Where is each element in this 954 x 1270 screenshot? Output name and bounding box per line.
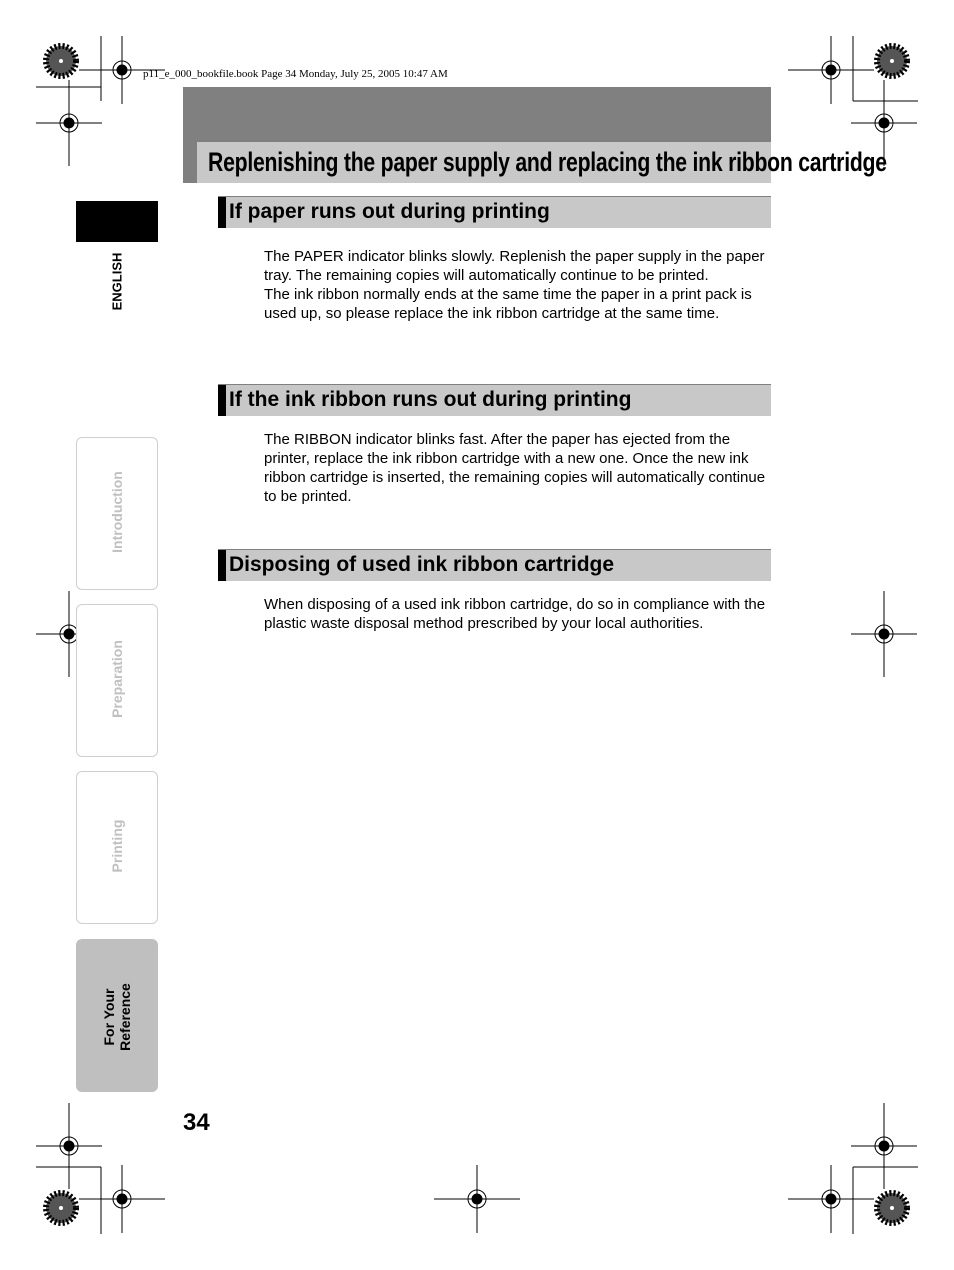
paragraph: The ink ribbon normally ends at the same time the paper in a print pack is used up, so please replace the ink ribbon cartridge at the same time.	[264, 286, 752, 322]
section-heading-text: If paper runs out during printing	[229, 200, 550, 223]
paragraph: The PAPER indicator blinks slowly. Replenish the paper supply in the paper tray. The remaining copies will automatically continue to be printed.	[264, 248, 765, 284]
section-heading-text: If the ink ribbon runs out during printing	[229, 388, 632, 411]
section-heading-disposing	[218, 549, 771, 581]
side-tab-label-line1: For Your	[101, 988, 117, 1046]
side-tab-preparation[interactable]	[76, 604, 158, 757]
side-tab-printing[interactable]	[76, 771, 158, 924]
side-tab-label: Printing	[109, 819, 125, 873]
language-tab	[76, 242, 158, 322]
heading-bar	[218, 197, 226, 228]
paragraph: The RIBBON indicator blinks fast. After the paper has ejected from the printer, replace the ink ribbon cartridge with a new one. Once the new ink ribbon cartridge is inserted, the remaining copies will automatically continue to be printed.	[264, 431, 766, 505]
side-tab-label: Preparation	[109, 640, 125, 718]
section-heading-text: Disposing of used ink ribbon cartridge	[229, 553, 615, 576]
side-tab-label-line2: Reference	[117, 983, 133, 1051]
side-tab-introduction[interactable]	[76, 437, 158, 590]
page-title: Replenishing the paper supply and replacing the ink ribbon cartridge	[208, 147, 887, 177]
title-banner-top	[183, 87, 771, 142]
section-heading-paper-runs-out	[218, 196, 771, 228]
paragraph: When disposing of a used ink ribbon cartridge, do so in compliance with the plastic waste disposal method prescribed by your local authorities.	[264, 596, 766, 632]
heading-bar	[218, 385, 226, 416]
language-tab-label: ENGLISH	[109, 252, 125, 311]
side-tab-label	[101, 942, 133, 1092]
section-body-paper-runs-out	[264, 247, 774, 323]
section-body-disposing	[264, 595, 774, 633]
section-body-ribbon-runs-out	[264, 430, 774, 506]
side-tab-for-your-reference[interactable]	[76, 939, 158, 1092]
side-tab-label: Introduction	[109, 471, 125, 553]
section-heading-ribbon-runs-out	[218, 384, 771, 416]
page-number: 34	[183, 1109, 210, 1136]
heading-bar	[218, 550, 226, 581]
print-header: p11_e_000_bookfile.book Page 34 Monday, July 25, 2005 10:47 AM	[143, 68, 448, 80]
